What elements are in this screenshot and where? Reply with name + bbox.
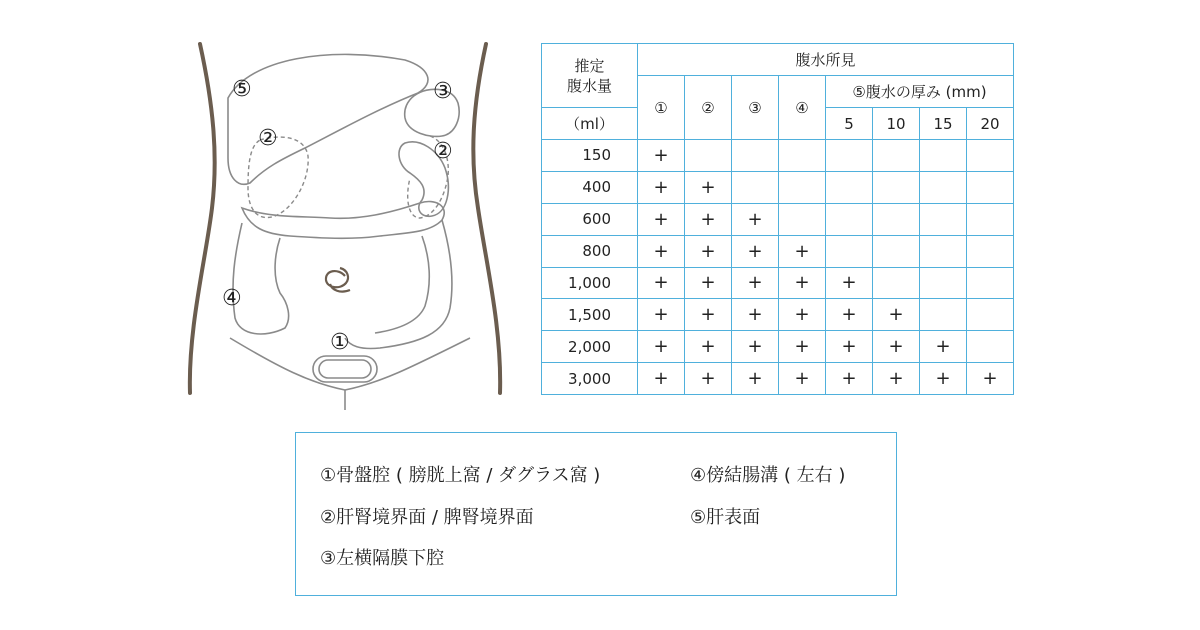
site-header-2: ② — [685, 76, 732, 140]
finding-cell: + — [779, 235, 826, 267]
volume-cell: 600 — [542, 203, 638, 235]
finding-cell: + — [732, 363, 779, 395]
volume-header — [542, 44, 638, 108]
volume-cell: 3,000 — [542, 363, 638, 395]
finding-cell: + — [638, 299, 685, 331]
finding-cell: + — [826, 299, 873, 331]
legend-item-1: ①骨盤腔 ( 膀胱上窩 / ダグラス窩 ) — [320, 465, 601, 486]
finding-cell: + — [873, 363, 920, 395]
marker-4: ④ — [222, 286, 242, 311]
transverse-colon — [242, 202, 444, 239]
finding-cell — [920, 235, 967, 267]
finding-cell — [967, 140, 1014, 172]
finding-cell: + — [779, 363, 826, 395]
volume-cell: 2,000 — [542, 331, 638, 363]
finding-cell: + — [732, 331, 779, 363]
marker-1: ① — [330, 330, 350, 355]
thickness-col-10: 10 — [873, 108, 920, 140]
torso-left-outline — [190, 44, 215, 393]
volume-cell: 800 — [542, 235, 638, 267]
marker-2-left: ② — [433, 139, 453, 164]
descending-colon-inner — [375, 236, 429, 333]
finding-cell: + — [685, 363, 732, 395]
finding-cell — [967, 203, 1014, 235]
finding-cell: + — [873, 331, 920, 363]
site-header-4: ④ — [779, 76, 826, 140]
finding-cell — [920, 203, 967, 235]
volume-cell: 1,000 — [542, 267, 638, 299]
finding-cell: + — [638, 363, 685, 395]
table-row — [542, 267, 1014, 299]
finding-cell — [873, 140, 920, 172]
descending-colon — [345, 220, 452, 349]
finding-cell: + — [732, 235, 779, 267]
finding-cell — [967, 299, 1014, 331]
finding-cell: + — [685, 331, 732, 363]
finding-cell — [826, 235, 873, 267]
finding-cell — [779, 171, 826, 203]
finding-cell — [873, 171, 920, 203]
bladder-inner — [319, 360, 371, 378]
finding-cell: + — [826, 331, 873, 363]
table-row — [542, 203, 1014, 235]
finding-cell: + — [685, 203, 732, 235]
abdomen-diagram — [180, 38, 510, 413]
volume-unit: （ml） — [542, 108, 638, 140]
finding-cell: + — [685, 299, 732, 331]
table-row — [542, 331, 1014, 363]
finding-cell — [967, 331, 1014, 363]
volume-cell: 1,500 — [542, 299, 638, 331]
table-row — [542, 140, 1014, 172]
finding-cell — [920, 267, 967, 299]
finding-cell — [732, 140, 779, 172]
finding-cell — [967, 171, 1014, 203]
volume-header-line2: 腹水量 — [566, 76, 612, 95]
finding-cell: + — [779, 299, 826, 331]
thickness-col-20: 20 — [967, 108, 1014, 140]
finding-cell — [873, 267, 920, 299]
volume-cell: 400 — [542, 171, 638, 203]
marker-2-right: ② — [258, 126, 278, 151]
finding-cell — [873, 203, 920, 235]
finding-cell: + — [732, 299, 779, 331]
finding-cell: + — [638, 235, 685, 267]
legend-item-3: ③左横隔膜下腔 — [320, 548, 445, 569]
finding-cell: + — [638, 203, 685, 235]
findings-header: 腹水所見 — [638, 44, 1014, 76]
thickness-col-5: 5 — [826, 108, 873, 140]
finding-cell — [685, 140, 732, 172]
finding-cell — [779, 140, 826, 172]
legend-box — [295, 432, 897, 596]
marker-3: ③ — [433, 79, 453, 104]
site-header-3: ③ — [732, 76, 779, 140]
finding-cell — [732, 171, 779, 203]
finding-cell: + — [685, 267, 732, 299]
liver — [228, 54, 428, 184]
site-header-1: ① — [638, 76, 685, 140]
finding-cell: + — [638, 331, 685, 363]
finding-cell — [920, 171, 967, 203]
finding-cell — [967, 267, 1014, 299]
finding-cell — [967, 235, 1014, 267]
finding-cell — [826, 203, 873, 235]
table-row — [542, 235, 1014, 267]
ascending-colon — [233, 223, 289, 334]
table-row — [542, 363, 1014, 395]
finding-cell: + — [638, 267, 685, 299]
legend-item-2: ②肝腎境界面 / 脾腎境界面 — [320, 507, 534, 528]
finding-cell — [873, 235, 920, 267]
finding-cell: + — [967, 363, 1014, 395]
finding-cell: + — [920, 331, 967, 363]
finding-cell: + — [873, 299, 920, 331]
table-body — [542, 140, 1014, 395]
finding-cell: + — [779, 267, 826, 299]
finding-cell: + — [638, 140, 685, 172]
finding-cell: + — [732, 267, 779, 299]
thickness-col-15: 15 — [920, 108, 967, 140]
torso-right-outline — [473, 44, 500, 393]
finding-cell: + — [685, 235, 732, 267]
ascites-volume-table — [541, 43, 1014, 395]
finding-cell: + — [920, 363, 967, 395]
table-row — [542, 171, 1014, 203]
volume-cell: 150 — [542, 140, 638, 172]
finding-cell — [920, 299, 967, 331]
marker-5: ⑤ — [232, 77, 252, 102]
finding-cell — [826, 171, 873, 203]
finding-cell: + — [732, 203, 779, 235]
finding-cell — [920, 140, 967, 172]
table-row — [542, 299, 1014, 331]
legend-item-4: ④傍結腸溝 ( 左右 ) — [690, 465, 846, 486]
volume-header-line1: 推定 — [574, 56, 605, 75]
finding-cell: + — [826, 267, 873, 299]
finding-cell — [826, 140, 873, 172]
finding-cell — [779, 203, 826, 235]
finding-cell: + — [826, 363, 873, 395]
legend-item-5: ⑤肝表面 — [690, 507, 761, 528]
finding-cell: + — [779, 331, 826, 363]
thickness-header: ⑤腹水の厚み (mm) — [826, 76, 1014, 108]
finding-cell: + — [638, 171, 685, 203]
finding-cell: + — [685, 171, 732, 203]
